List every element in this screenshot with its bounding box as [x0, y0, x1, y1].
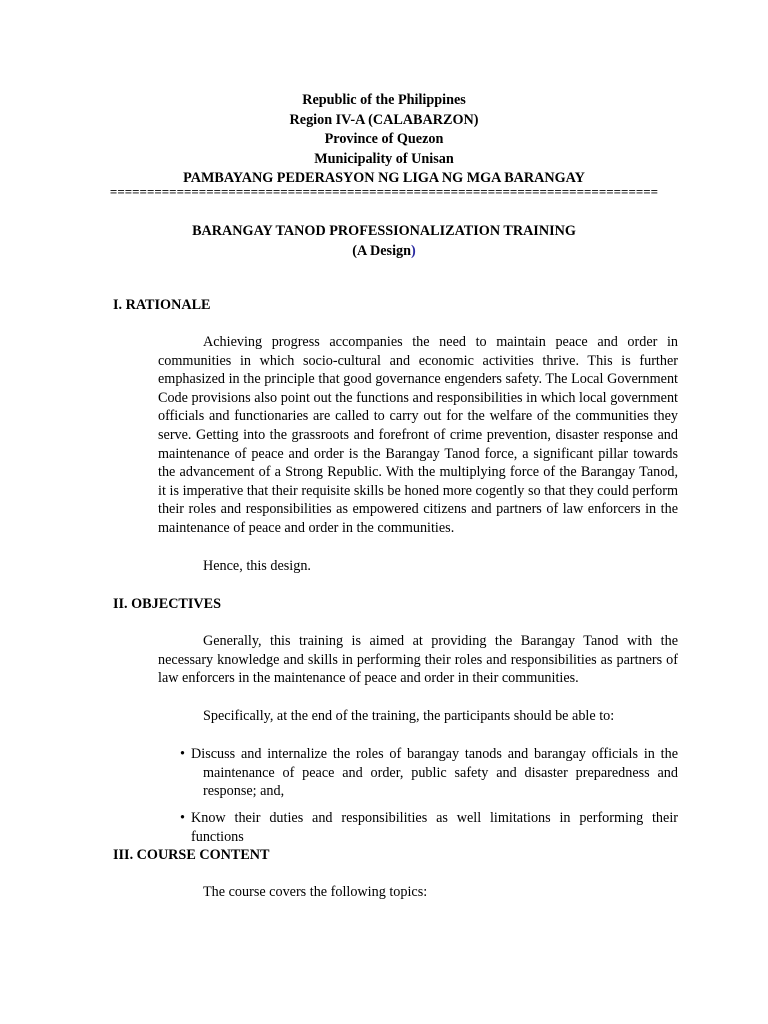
- course-content-intro: The course covers the following topics:: [203, 884, 428, 900]
- letterhead: [0, 91, 768, 189]
- document-title: [0, 221, 768, 261]
- letterhead-province: Province of Quezon: [324, 131, 444, 147]
- letterhead-country: Republic of the Philippines: [302, 92, 466, 108]
- objective-list-item: [180, 809, 678, 846]
- objectives-general-paragraph: Generally, this training is aimed at providing the Barangay Tanod with the necessary knowledge and skills in performing their roles and responsibilities as partners of law enforcers in the maintenance of peace and order in their communities.: [158, 633, 678, 687]
- objective-text: Discuss and internalize the roles of barangay tanods and barangay officials in the maintenance of peace and order, public safety and disaster preparedness and response; and,: [191, 746, 678, 800]
- title-subtitle: [0, 241, 768, 261]
- title-main: BARANGAY TANOD PROFESSIONALIZATION TRAINING: [192, 223, 576, 239]
- separator-line: ==========================================================================: [109, 184, 659, 199]
- letterhead-region: Region IV-A (CALABARZON): [289, 111, 479, 128]
- course-content-heading: III. COURSE CONTENT: [113, 847, 270, 863]
- letterhead-organization: PAMBAYANG PEDERASYON NG LIGA NG MGA BARANGAY: [183, 170, 585, 186]
- objective-text: Know their duties and responsibilities as well limitations in performing their functions: [191, 810, 678, 845]
- objective-list-item: [180, 745, 678, 801]
- bullet-icon: •: [180, 746, 185, 762]
- subtitle-text: (A Design: [352, 243, 411, 259]
- rationale-paragraph: Achieving progress accompanies the need to maintain peace and order in communities in which socio-cultural and economic activities thrive. This is further emphasized in the principle that good governance engenders safety. The Local Government Code provisions also point out the functions and responsibilities in which local government officials and functionaries are called to carry out for the welfare of the communities they serve. Getting into the grassroots and forefront of crime prevention, disaster response and maintenance of peace and order is the Barangay Tanod force, a significant pillar towards the advancement of a Strong Republic. With the multiplying force of the Barangay Tanod, it is imperative that their requisite skills be honed more cogently so that they could perform their roles and responsibilities as empowered citizens and partners of law enforcers in the maintenance of peace and order in the communities.: [158, 334, 678, 536]
- objectives-specific-intro: Specifically, at the end of the training, the participants should be able to:: [203, 708, 615, 724]
- subtitle-close-paren: ): [411, 243, 416, 259]
- bullet-icon: •: [180, 810, 185, 826]
- objectives-heading: II. OBJECTIVES: [113, 596, 222, 612]
- letterhead-municipality: Municipality of Unisan: [314, 150, 454, 167]
- rationale-closing: Hence, this design.: [203, 558, 311, 574]
- rationale-heading: I. RATIONALE: [113, 297, 211, 313]
